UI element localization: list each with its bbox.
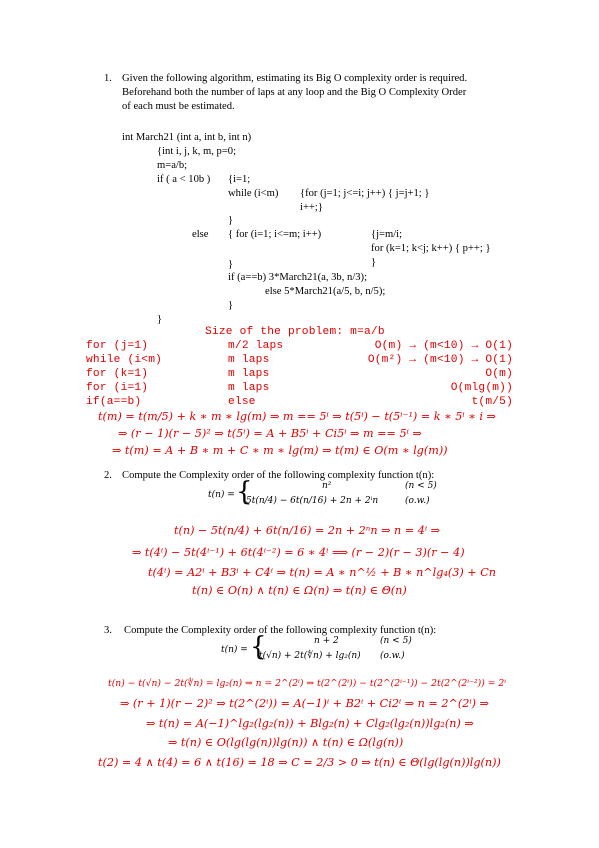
code-line: { for (i=1; i<=m; i++) [228, 229, 322, 240]
code-line: } [228, 300, 234, 311]
q3-equation-1: t(n) − t(√n) − 2t(∜n) = lg₂(n) ⇒ n = 2^(2ⁱ) ⇒ t(2^(2ⁱ)) − t(2^(2ⁱ⁻¹)) − 2t(2^(2ⁱ⁻²)) = 2ⁱ [108, 678, 507, 689]
q1-line-1: Given the following algorithm, estimating its Big O complexity order is required. [122, 73, 468, 84]
analysis-loop: for (k=1) [86, 368, 149, 380]
brace-icon: { [236, 477, 253, 507]
q3-equation-5: t(2) = 4 ∧ t(4) = 6 ∧ t(16) = 18 ⇒ C = 2/3 > 0 ⇒ t(n) ∈ Θ(lg(lg(n))lg(n)) [98, 756, 501, 769]
q1-line-3: of each must be estimated. [122, 101, 235, 112]
q2-number: 2. [104, 470, 112, 481]
analysis-loop: if(a==b) [86, 396, 142, 408]
code-line: } [228, 259, 234, 270]
q3-number: 3. [104, 625, 112, 636]
q2-condition-1: (n < 5) [405, 481, 437, 491]
analysis-equation-1: t(m) = t(m/5) + k ∗ m ∗ lg(m) ⇒ m == 5ⁱ ⇒ t(5ⁱ) − t(5ⁱ⁻¹) = k ∗ 5ⁱ ∗ i ⇒ [98, 410, 496, 423]
analysis-equation-2: ⇒ (r − 1)(r − 5)² ⇒ t(5ⁱ) = A + B5ⁱ + Ci5ⁱ ⇒ m == 5ⁱ ⇒ [118, 427, 422, 440]
q1-line-2: Beforehand both the number of laps at any loop and the Big O Complexity Order [122, 87, 467, 98]
code-line: for (k=1; k<j; k++) { p++; } [371, 243, 491, 254]
code-line: } [228, 215, 234, 226]
q2-equation-4: t(n) ∈ O(n) ∧ t(n) ∈ Ω(n) ⇒ t(n) ∈ Θ(n) [192, 584, 407, 597]
q3-equation-4: ⇒ t(n) ∈ O(lg(lg(n))lg(n)) ∧ t(n) ∈ Ω(lg(n)) [168, 736, 404, 749]
code-line: {int i, j, k, m, p=0; [157, 146, 237, 157]
q2-equation-2: ⇒ t(4ⁱ) − 5t(4ⁱ⁻¹) + 6t(4ⁱ⁻²) = 6 ∗ 4ⁱ ⟹ (r − 2)(r − 3)(r − 4) [132, 546, 465, 559]
code-line: if (a==b) 3*March21(a, 3b, n/3); [228, 272, 368, 283]
code-line: {i=1; [228, 174, 251, 185]
q3-case-1: n + 2 [314, 636, 339, 646]
code-line: {j=m/i; [371, 229, 403, 240]
q3-condition-1: (n < 5) [380, 636, 412, 646]
analysis-order: O(m) [485, 368, 513, 380]
analysis-laps: m/2 laps [228, 340, 284, 352]
analysis-loop: while (i<m) [86, 354, 163, 366]
analysis-order: O(mlg(m)) [450, 382, 513, 394]
analysis-order: O(m²) → (m<10) → O(1) [367, 354, 513, 366]
code-line: int March21 (int a, int b, int n) [122, 132, 252, 143]
analysis-laps: m laps [228, 368, 270, 380]
analysis-laps: m laps [228, 382, 270, 394]
q3-condition-2: (o.w.) [380, 651, 405, 661]
analysis-loop: for (i=1) [86, 382, 149, 394]
analysis-order: t(m/5) [471, 396, 513, 408]
brace-icon: { [250, 632, 267, 662]
q3-text: Compute the Complexity order of the following complexity function t(n): [124, 625, 437, 636]
code-line: } [157, 314, 163, 325]
code-line: i++;} [300, 202, 323, 213]
q2-equation-3: t(4ⁱ) = A2ⁱ + B3ⁱ + C4ⁱ ⇒ t(n) = A ∗ n^½ + B ∗ n^lg₄(3) + Cn [148, 566, 496, 579]
q2-case-2: 5t(n/4) − 6t(n/16) + 2n + 2ⁱn [246, 496, 379, 506]
q2-equation-1: t(n) − 5t(n/4) + 6t(n/16) = 2n + 2ⁿn ⇒ n = 4ⁱ ⇒ [174, 524, 441, 537]
q3-case-2: t(√n) + 2t(∜n) + lg₂(n) [259, 651, 361, 661]
q2-function-lhs: t(n) = [208, 490, 235, 500]
q2-condition-2: (o.w.) [405, 496, 430, 506]
code-line: m=a/b; [157, 160, 188, 171]
q3-function-lhs: t(n) = [221, 645, 248, 655]
q2-case-1: n² [322, 481, 332, 491]
analysis-equation-3: ⇒ t(m) = A + B ∗ m + C ∗ m ∗ lg(m) ⇒ t(m) ∈ O(m ∗ lg(m)) [112, 444, 448, 457]
code-line: else [192, 229, 209, 240]
analysis-laps: m laps [228, 354, 270, 366]
analysis-order: O(m) → (m<10) → O(1) [374, 340, 513, 352]
analysis-loop: for (j=1) [86, 340, 149, 352]
code-line: while (i<m) [228, 188, 279, 199]
code-line: if ( a < 10b ) [157, 174, 211, 185]
analysis-laps: else [228, 396, 256, 408]
code-line: else 5*March21(a/5, b, n/5); [265, 286, 386, 297]
q1-number: 1. [104, 73, 112, 84]
q3-equation-3: ⇒ t(n) = A(−1)^lg₂(lg₂(n)) + Blg₂(n) + Clg₂(lg₂(n))lg₂(n) ⇒ [146, 717, 474, 730]
q2-text: Compute the Complexity order of the following complexity function t(n): [122, 470, 435, 481]
analysis-title: Size of the problem: m=a/b [205, 326, 385, 338]
q3-equation-2: ⇒ (r + 1)(r − 2)² ⇒ t(2^(2ⁱ)) = A(−1)ⁱ + B2ⁱ + Ci2ⁱ ⇒ n = 2^(2ⁱ) ⇒ [120, 697, 489, 710]
code-line: } [371, 257, 377, 268]
code-line: {for (j=1; j<=i; j++) { j=j+1; } [300, 188, 430, 199]
